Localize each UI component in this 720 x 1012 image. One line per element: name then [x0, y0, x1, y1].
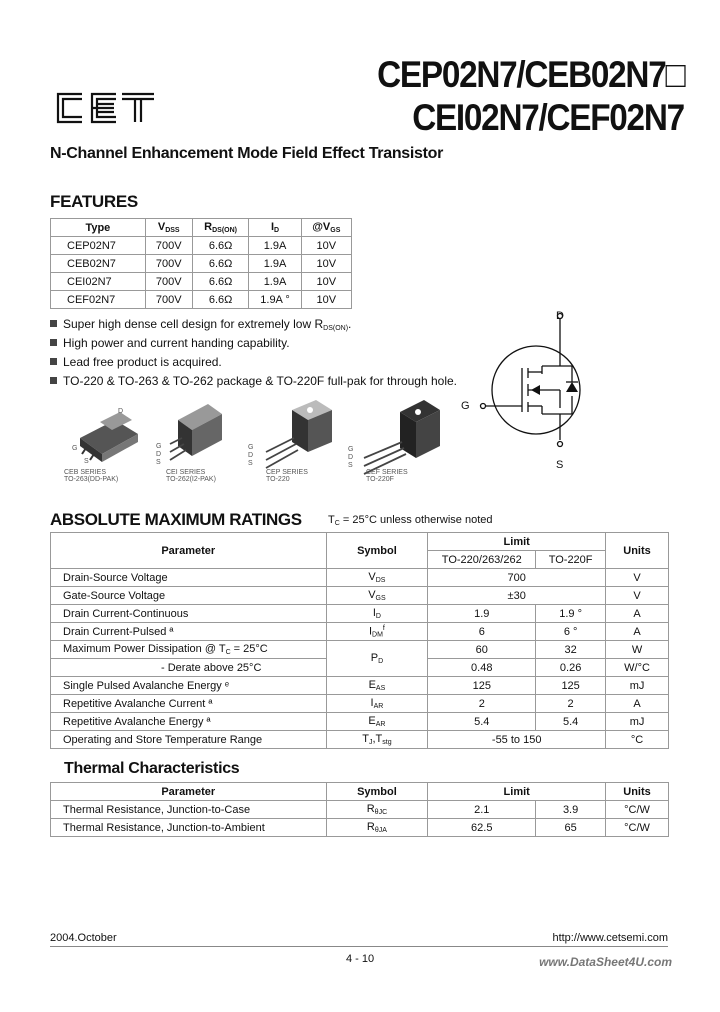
bullet-square-icon: [50, 377, 57, 384]
pin-label-s: S: [84, 458, 89, 465]
amr-col-units: Units: [606, 533, 669, 569]
feature-bullet: Lead free product is acquired.: [50, 355, 222, 369]
package-label-cef: CEF SERIES TO-220F: [366, 469, 408, 483]
col-id: $I_D$: [249, 219, 301, 237]
thermal-col-parameter: Parameter: [51, 783, 327, 801]
thermal-header-row: [51, 783, 669, 801]
thermal-col-limit: Limit: [428, 783, 606, 801]
pin-label-g: G: [72, 445, 78, 452]
pin-label-g: G: [248, 444, 254, 451]
table-row: Single Pulsed Avalanche Energy ᵉ $E_{AS}$ 125 125 mJ: [51, 677, 669, 695]
amr-col-symbol: Symbol: [326, 533, 428, 569]
amr-heading: ABSOLUTE MAXIMUM RATINGS: [50, 510, 302, 529]
table-row: Drain Current-Continuous $I_D$ 1.9 1.9 ° A: [51, 605, 669, 623]
terminal-label-drain: D: [556, 310, 564, 322]
amr-header-row: [51, 533, 669, 551]
footer-date: 2004.October: [50, 932, 117, 944]
table-row: Drain-Source Voltage $V_{DS}$ 700 V: [51, 569, 669, 587]
amr-note: $T_C = 25^\circ C$ unless otherwise noted: [328, 514, 493, 527]
amr-col-parameter: Parameter: [51, 533, 327, 569]
package-label-cei: CEI SERIES TO-262(I2-PAK): [166, 469, 216, 483]
amr-col-limit: Limit: [428, 533, 606, 551]
table-row: CEF02N7 700V 6.6Ω 1.9A ° 10V: [51, 291, 352, 309]
feature-bullet: Super high dense cell design for extremely low $R_{DS(ON)}$.: [50, 317, 351, 332]
pin-label-g: G: [156, 443, 162, 450]
table-row: Repetitive Avalanche Energy ª $E_{AR}$ 5.4 5.4 mJ: [51, 713, 669, 731]
bullet-square-icon: [50, 320, 57, 327]
bullet-square-icon: [50, 358, 57, 365]
footer-url-link[interactable]: http://www.cetsemi.com: [552, 932, 668, 944]
document-subtitle: N-Channel Enhancement Mode Field Effect Transistor: [50, 145, 444, 162]
col-vgs: $@V_{GS}$: [301, 219, 351, 237]
col-type: Type: [51, 219, 146, 237]
package-label-cep: CEP SERIES TO-220: [266, 469, 308, 483]
part-number-line-2: CEI02N7/CEF02N7: [412, 97, 684, 138]
footer-divider: [50, 946, 668, 947]
pin-label-s: S: [248, 460, 253, 467]
to220f-package-icon: [364, 400, 440, 474]
table-row: CEI02N7 700V 6.6Ω 1.9A 10V: [51, 273, 352, 291]
bullet-square-icon: [50, 339, 57, 346]
features-table-header: [51, 219, 352, 237]
watermark: www.DataSheet4U.com: [539, 955, 672, 969]
table-row: Repetitive Avalanche Current ª $I_{AR}$ 2 2 A: [51, 695, 669, 713]
table-row: CEP02N7 700V 6.6Ω 1.9A 10V: [51, 237, 352, 255]
to220-package-icon: [266, 400, 332, 468]
page-number: 4 - 10: [346, 953, 375, 965]
table-row: Thermal Resistance, Junction-to-Case $R_{\theta JC}$ 2.1 3.9 °C/W: [51, 801, 669, 819]
feature-bullet: TO-220 & TO-263 & TO-262 package & TO-220F full-pak for through hole.: [50, 374, 457, 388]
package-label-ceb: CEB SERIES TO-263(DD-PAK): [64, 469, 119, 483]
features-heading: FEATURES: [50, 192, 138, 211]
to262-package-icon: [170, 404, 222, 460]
amr-col-to220f: TO-220F: [536, 551, 606, 569]
mosfet-symbol-diagram: [476, 306, 596, 478]
company-logo: [52, 88, 156, 128]
thermal-table: [50, 782, 669, 837]
thermal-col-units: Units: [606, 783, 669, 801]
pin-label-d: D: [118, 408, 124, 415]
thermal-heading: Thermal Characteristics: [64, 760, 240, 777]
part-number-line-1: CEP02N7/CEB02N7□: [376, 54, 684, 95]
thermal-col-symbol: Symbol: [326, 783, 428, 801]
feature-bullet: High power and current handing capability.: [50, 336, 290, 350]
terminal-label-gate: G: [461, 400, 470, 412]
table-row: - Derate above 25°C 0.48 0.26 W/°C: [51, 659, 669, 677]
table-row: Maximum Power Dissipation @ $T_C = 25^\circ C$ $P_D$ 60 32 W: [51, 641, 669, 659]
table-row: Thermal Resistance, Junction-to-Ambient $R_{\theta JA}$ 62.5 65 °C/W: [51, 819, 669, 837]
pin-label-g: G: [348, 446, 354, 453]
table-row: Gate-Source Voltage $V_{GS}$ ±30 V: [51, 587, 669, 605]
features-table: [50, 218, 352, 309]
table-row: Operating and Store Temperature Range $T_J,T_{stg}$ -55 to 150 °C: [51, 731, 669, 749]
col-rdson: $R_{DS(ON)}$: [192, 219, 249, 237]
col-vdss: $V_{DSS}$: [145, 219, 192, 237]
terminal-label-source: S: [556, 459, 564, 471]
pin-label-d: D: [348, 454, 354, 461]
to263-package-icon: [80, 412, 138, 462]
table-row: Drain Current-Pulsed ª $I_{DM}^f$ 6 6 ° A: [51, 623, 669, 641]
amr-table: [50, 532, 669, 749]
logo-text: CET: [52, 88, 54, 89]
table-row: CEB02N7 700V 6.6Ω 1.9A 10V: [51, 255, 352, 273]
pin-label-s: S: [348, 462, 353, 469]
pin-label-d: D: [248, 452, 254, 459]
amr-col-to220: TO-220/263/262: [428, 551, 536, 569]
pin-label-d: D: [156, 451, 162, 458]
pin-label-s: S: [156, 459, 161, 466]
